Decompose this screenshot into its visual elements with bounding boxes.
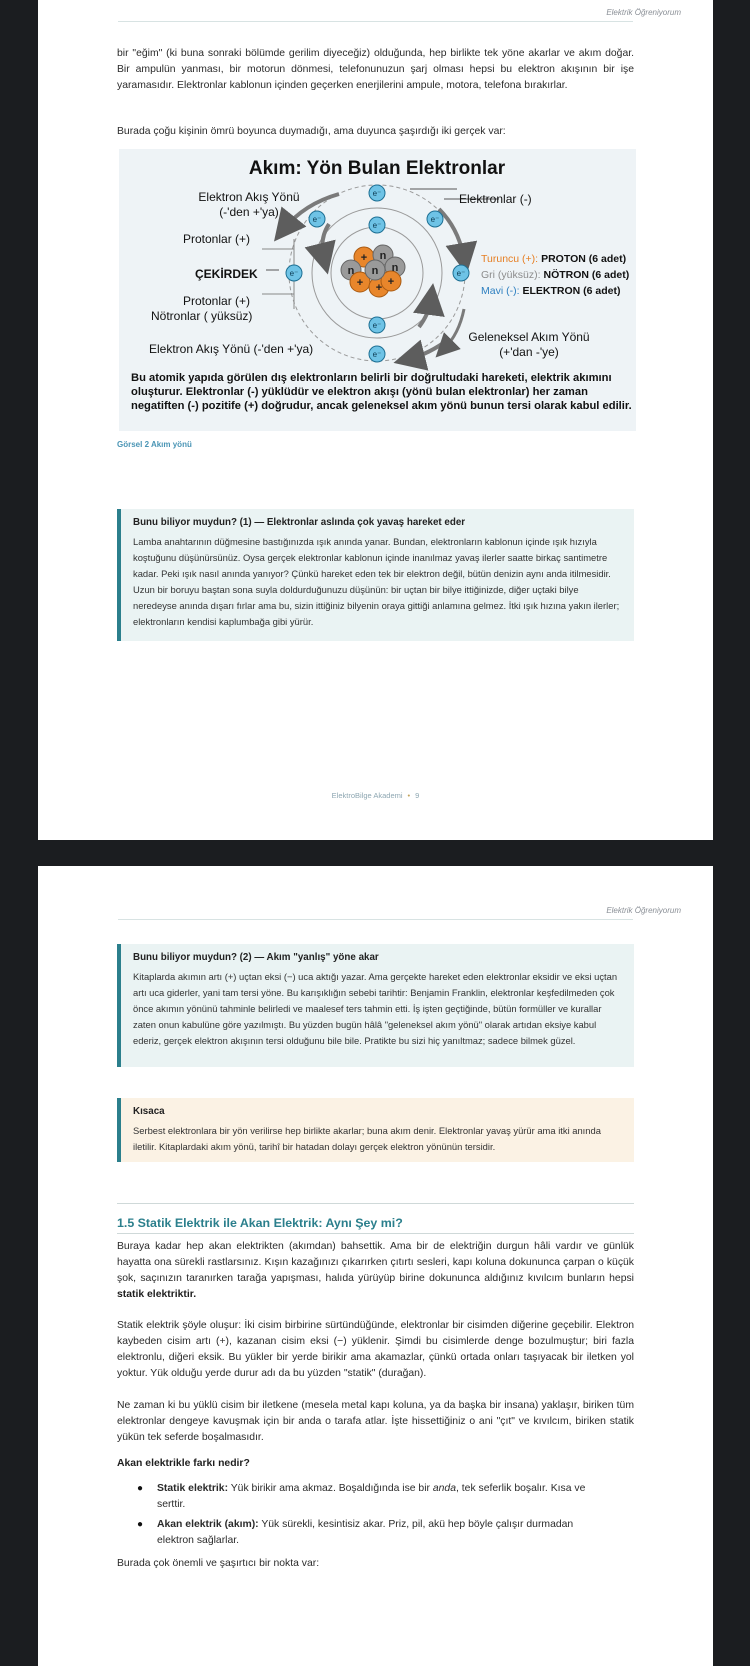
flow-arrow-inner-left [322, 224, 329, 259]
electron-symbol: e⁻ [312, 215, 322, 224]
figure-title: Akım: Yön Bulan Elektronlar [248, 158, 506, 179]
legend-electron [481, 285, 621, 297]
page-footer [38, 791, 713, 800]
body-paragraph: Burada çok önemli ve şaşırtıcı bir nokta var: [117, 1558, 320, 1569]
bullet-text: Yük birikir ama akmaz. Boşaldığında ise bir [228, 1483, 433, 1494]
bullet-emphasis: anda [432, 1483, 456, 1494]
electron-symbol: e⁻ [372, 350, 382, 359]
proton-symbol: + [360, 252, 368, 264]
section-top-rule [117, 1203, 634, 1204]
list-item [117, 1481, 634, 1513]
running-head: Elektrik Öğreniyorum [606, 8, 681, 17]
label-flow-top-sub: (-'den +'ya) [219, 205, 279, 219]
bold-term: statik elektriktir. [117, 1289, 197, 1300]
header-rule [118, 21, 633, 22]
summary-title: Kısaca [133, 1106, 165, 1117]
subheading: Akan elektrikle farkı nedir? [117, 1458, 250, 1469]
header-rule [118, 919, 633, 920]
legend-proton [481, 253, 626, 265]
footer-page-number: 9 [415, 791, 420, 800]
info-box-body: Kitaplarda akımın artı (+) uçtan eksi (−) uca aktığı yazar. Ama gerçekte hareket eden elektronlar eksidir ve eksi uçtan artı uca giderler, yani tam tersi yöne. Bu karışıklığın sebebi tarihtir: Benjamin Franklin, elektronlar keşfedilmeden çok önce akımın yönünü tahminle belirledi ve maalesef ters tahmin etti. İş işten geçtiğinde, bütün formüller ve kurallar zaten onun kabulüne göre yazılmıştı. Bu yüzden bugün hâlâ "geleneksel akım yönü" olarak artıdan eksiye kabul ederiz, gerçek elektron akışının tersi olduğunu bile bile. Pratikte bu sizi hiç yanıltmaz; sadece bilmek güzel. [133, 971, 618, 1046]
neutron-symbol: n [379, 250, 387, 262]
info-box-body: Lamba anahtarının düğmesine bastığınızda ışık anında yanar. Bundan, elektronların kablonun içinde ışık hızıyla koştuğunu düşünürsünüz. Oysa gerçek elektronlar kablonun içinde inanılmaz yavaş ilerler saatte birkaç santimetre kadar. Peki ışık nasıl anında yanıyor? Çünkü hareket eden tek bir elektron değil, bütün denizin aynı anda itilmesidir. Uzun bir boruyu baştan sona suyla doldurduğunuzu düşünün: bir uçtan bir bilye ittiğinizde, diğer uçtaki bilye neredeyse anında dışarı fırlar ama bu, sizin ittiğiniz bilyenin oraya gittiği anlamına gelmez. İtki ışık hızına yakın ilerler; elektronların kendisi kaplumbağa gibi yürür. [133, 536, 620, 627]
document-page-9 [38, 0, 713, 840]
proton-symbol: + [387, 276, 395, 288]
nucleus [341, 245, 405, 297]
legend-key: Turuncu (+): [481, 253, 539, 265]
footer-separator: • [407, 791, 411, 800]
label-protons-bottom: Protonlar (+) [183, 294, 251, 308]
figure-description-line: negatiften (-) pozitife (+) doğrudur, ancak geleneksel akım yönü bunun tersi olarak kabul edilir. [131, 400, 632, 412]
electron-symbol: e⁻ [456, 269, 466, 278]
body-paragraph: Statik elektrik şöyle oluşur: İki cisim birbirine sürtündüğünde, elektronlar bir cisimden diğerine geçebilir. Elektron kaybeden cisim artı (+), kazanan cisim eksi (−) yüklenir. Şimdi bu cisimlerde denge bozulmuştur; biri fazla elektronlu, diğeri eksik. Bu yükler bir yerde birikir ama akamazlar, çünkü ortada onları taşıyacak bir iletken yol yoktur. Yük olduğu yerde durur adı da bu yüzden "statik" (durağan). [117, 1320, 634, 1379]
bullet-dot: ● [137, 1483, 144, 1494]
document-page-10 [38, 866, 713, 1666]
paragraph-text: Buraya kadar hep akan elektrikten (akımdan) bahsettik. Ama bir de elektriğin durgun hâli vardır ve günlük hayatta ona sürekli rastlarsınız. Kışın kazağınızı çıkarırken çıtırtı sesleri, kapı koluna dokununca çarpan o küçük şok, saçınızın taranırken tarağa yapışması, halıda yürüyüp birine dokununca aldığınız kıvılcım bunların hepsi [117, 1241, 634, 1284]
flow-arrow-bottom [409, 339, 449, 359]
body-paragraph: Ne zaman ki bu yüklü cisim bir iletkene (mesela metal kapı koluna, ya da başka bir insana) yaklaşır, biriken tüm elektronlar dengeye kavuşmak için bir anda o tarafa atlar. İşte hissettiğiniz o ani "çıt" ve kıvılcım, biriken statik yükün tek seferde boşalmasıdır. [117, 1400, 634, 1443]
neutron-symbol: n [347, 265, 355, 277]
running-head: Elektrik Öğreniyorum [606, 906, 681, 915]
electron-symbol: e⁻ [372, 321, 382, 330]
bullet-text: Yük sürekli, kesintisiz akar. Priz, pil, akü hep böyle çalışır durmadan elektron sağlarlar. [157, 1519, 574, 1546]
legend-key: Gri (yüksüz): [481, 269, 541, 281]
label-conventional: Geleneksel Akım Yönü [468, 330, 590, 344]
neutron-symbol: n [391, 262, 399, 274]
section-heading: 1.5 Statik Elektrik ile Akan Elektrik: Aynı Şey mi? [117, 1216, 634, 1234]
atom-current-figure [119, 149, 636, 431]
figure-caption: Görsel 2 Akım yönü [117, 440, 192, 449]
info-box-1 [117, 509, 634, 641]
proton-symbol: + [375, 282, 383, 294]
body-paragraph [117, 1239, 634, 1303]
label-flow-top: Elektron Akış Yönü [198, 190, 300, 204]
figure-legend [481, 253, 629, 297]
legend-value: PROTON (6 adet) [541, 253, 627, 265]
legend-value: NÖTRON (6 adet) [543, 269, 630, 281]
electron-symbol: e⁻ [430, 215, 440, 224]
legend-neutron [481, 268, 629, 281]
electron-symbol: e⁻ [289, 269, 299, 278]
electron-symbol: e⁻ [372, 189, 382, 198]
bullet-text: , tek seferlik boşalır. Kısa ve serttir. [157, 1483, 586, 1510]
label-protons-top: Protonlar (+) [183, 232, 251, 246]
label-flow-bottom: Elektron Akış Yönü (-'den +'ya) [149, 342, 314, 356]
footer-brand: ElektroBilge Akademi [331, 791, 403, 800]
label-electrons: Elektronlar (-) [459, 192, 532, 206]
legend-value: ELEKTRON (6 adet) [522, 285, 621, 297]
figure-description-line: Bu atomik yapıda görülen dış elektronların belirli bir doğrultudaki hareketi, elektrik akımını [131, 372, 612, 384]
bullet-dot: ● [137, 1519, 144, 1530]
label-conventional-sub: (+'dan -'ye) [499, 345, 559, 359]
proton-symbol: + [356, 277, 364, 289]
body-paragraph: Burada çoğu kişinin ömrü boyunca duymadığı, ama duyunca şaşırdığı iki gerçek var: [117, 126, 506, 137]
label-core: ÇEKİRDEK [195, 267, 258, 281]
figure-description-line: oluşturur. Elektronlar (-) yüklüdür ve elektron akışı (yönü bulan elektronlar) her zaman [131, 386, 588, 398]
info-box-title: Bunu biliyor muydun? (1) — Elektronlar aslında çok yavaş hareket eder [133, 517, 466, 528]
legend-key: Mavi (-): [481, 285, 520, 297]
summary-box [117, 1098, 634, 1162]
label-neutrons: Nötronlar ( yüksüz) [151, 309, 253, 323]
body-paragraph: bir "eğim" (ki buna sonraki bölümde gerilim diyeceğiz) olduğunda, hep birlikte tek yöne akarlar ve akım doğar. Bir ampulün yanması, bir motorun dönmesi, telefonunuzun şarj olması hepsi bu elektron akışının bir işe yaramasıdır. Elektronlar kablonun içinden geçerken enerjilerini ampule, motora, telefona bırakırlar. [117, 48, 634, 91]
neutron-symbol: n [371, 265, 379, 277]
bullet-term: Akan elektrik (akım): [157, 1519, 259, 1530]
list-item [117, 1517, 634, 1549]
info-box-2 [117, 944, 634, 1067]
bullet-term: Statik elektrik: [157, 1483, 229, 1494]
flow-arrow-inner-right [419, 299, 431, 327]
summary-body: Serbest elektronlara bir yön verilirse hep birlikte akarlar; buna akım denir. Elektronlar yavaş yürür ama itki anında iletilir. Kitaplardaki akım yönü, tarihî bir hatadan dolayı gerçek elektron yönünün tersidir. [133, 1125, 601, 1152]
electron-symbol: e⁻ [372, 221, 382, 230]
info-box-title: Bunu biliyor muydun? (2) — Akım "yanlış" yöne akar [133, 952, 379, 963]
bullet-list [117, 1481, 634, 1553]
